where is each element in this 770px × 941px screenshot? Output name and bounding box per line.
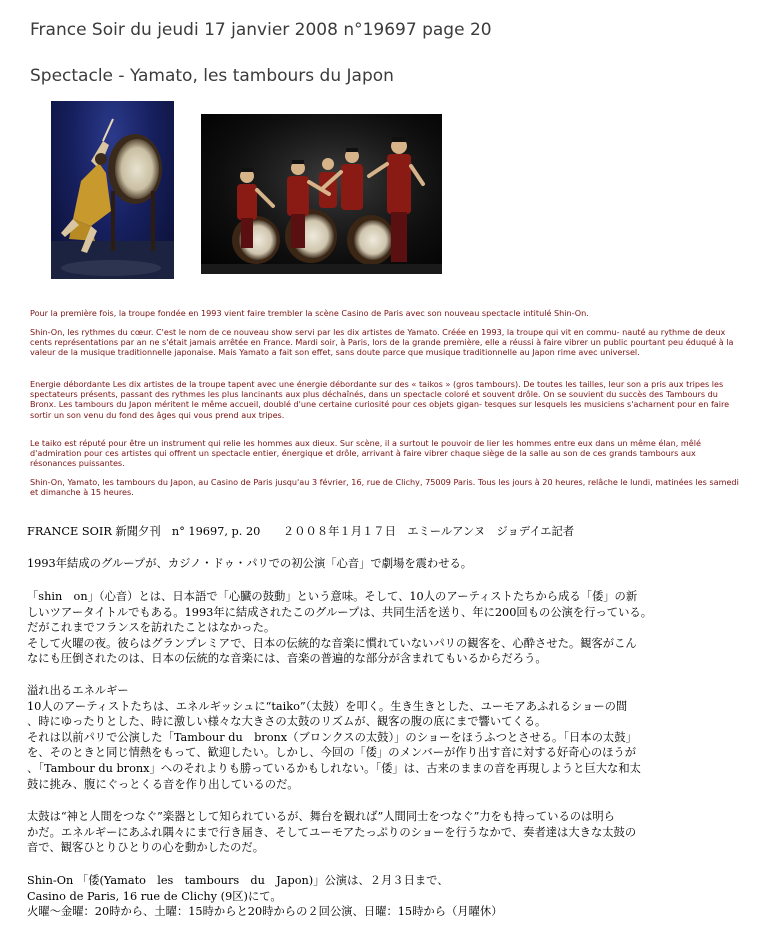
text-line: 音で、観客ひとりひとりの心を動かしたのだ。 xyxy=(27,841,265,855)
text-line: Le taiko est réputé pour être un instrument qui relie les hommes aux dieux. Sur scène, il a surtout le pouvoir de lier les hommes entre eux dans un xyxy=(30,438,628,448)
text-line: Les dix artistes de la troupe tapent avec une énergie débordante sur des « taikos » (gros tambours). De toutes les tailles, leur son a pris aux tripes xyxy=(112,379,710,389)
text-line: tesques sur lesquels les musiciens s'acharnent pour en faire sortir un son venu du fond des âges qui vous prend aux tripes. xyxy=(30,399,730,420)
text-line: それは以前パリで公演した「Tambour du bronx（ブロンクスの太鼓）」のショーをほうふつとさせる。「日本の太鼓」 xyxy=(27,730,637,744)
text-line: réussi à faire vibrer un public pourtant peu éduqué à la valeur de la musique traditionnelle japonaise. Mais Yamato a fait son effet, sans doute xyxy=(30,337,734,358)
text-line: 1993年結成のグループが、カジノ・ドゥ・パリでの初公演「心音」で劇場を震わせる。 xyxy=(27,557,473,570)
headline: Spectacle - Yamato, les tambours du Japon xyxy=(30,66,394,86)
text-line: 鼓に挑み、腹にぐっとくる音を作り出しているのだ。 xyxy=(27,777,299,791)
text-line: Casino de Paris, 16 rue de Clichy (9区)にて。 xyxy=(27,889,282,903)
text-line: Shin-On 「倭(Yamato les tambours du Japon)」公演は、２月３日まで、 xyxy=(27,874,449,887)
french-paragraph-shin-on xyxy=(30,327,742,358)
text-line: なにも圧倒されたのは、日本の伝統的な音楽には、音楽の普遍的な部分が含まれてもいるからだろう。 xyxy=(27,652,547,666)
text-line: 「shin on」（心音）とは、日本語で「心臓の鼓動」という意味。そして、10人のアーティストたちから成る「倭」の新 xyxy=(27,590,638,603)
text-line: 火曜～金曜：20時から、土曜：15時からと20時からの２回公演、日曜：15時から（月曜休） xyxy=(27,905,503,919)
text-line: 、「Tambour du bronx」へのそれよりも勝っているかもしれない。「倭」は、古来のままの音を再現しようと巨大な和太 xyxy=(27,761,641,775)
text-line: しいツアータイトルでもある。1993年に結成されたこのグループは、共同生活を送り、年に200回もの公演を行っている。 xyxy=(27,605,652,619)
drummer-single-photo xyxy=(51,101,174,279)
french-paragraph-energie xyxy=(30,379,742,420)
text-line: FRANCE SOIR 新聞夕刊 n° 19697, p. 20 ２００８年１月１７日 エミールアンヌ ジョデイエ記者 xyxy=(27,525,575,538)
text-line: 太鼓は“神と人間をつなぐ”楽器として知られているが、舞台を観れば”人間同士をつなぐ”力をも持っているのは明ら xyxy=(27,810,615,823)
text-line: Shin-On, les rythmes du cœur. C'est le nom de ce nouveau show servi par les dix artistes de Yamato. Créée en 1993, la troupe qui vit en commu- xyxy=(30,327,620,337)
text-line: Tous les jours à 20 heures, relâche le lundi, matinées les samedi et dimanche à 15 heures. xyxy=(30,477,739,498)
text-line: かだ。エネルギーにあふれ隅々にまで行き届き、そしてユーモアたっぷりのショーを行うなかで、奏者達は大きな太鼓の xyxy=(27,825,637,839)
text-line: salle au son de ces grands tambours aux résonances puissantes. xyxy=(30,448,696,469)
japanese-paragraph-taiko xyxy=(27,809,762,856)
text-line: 10人のアーティストたちは、エネルギッシュに“taiko”（太鼓）を叩く。生き生きとした、ユーモアあふれるショーの間 xyxy=(27,699,628,713)
japanese-paragraph-info xyxy=(27,873,762,920)
text-line: を、そのときと同じ情熱をもって、歓迎したい。しかし、今回の「倭」のメンバーが作り出す音に対する好奇心のほうが xyxy=(27,746,637,760)
japanese-paragraph-intro xyxy=(27,556,762,572)
section-heading: Energie débordante xyxy=(30,379,111,389)
text-line: Shin-On, Yamato, les tambours du Japon, au Casino de Paris jusqu'au 3 février, 16, rue de Clichy, 75009 Paris. xyxy=(30,477,476,487)
text-line: だがこれまでフランスを訪れたことはなかった。 xyxy=(27,621,276,635)
japanese-paragraph-shin-on xyxy=(27,589,762,667)
french-paragraph-info xyxy=(30,477,742,497)
french-paragraph-taiko xyxy=(30,438,742,469)
text-line: du succès des Tambours du Bronx. Les tambours du Japon méritent le même accueil, doublé d'une certaine curiosité pour ces objets gigan- xyxy=(30,389,718,410)
japanese-paragraph-energy xyxy=(27,683,762,792)
text-line: nauté au rythme de deux cents représentations par an ne s'était jamais arrêtée en France. Mardi soir, à Paris, lors de la grande première, elle a xyxy=(30,327,726,348)
french-paragraph-intro xyxy=(30,308,742,318)
drummers-group-photo xyxy=(201,114,442,274)
text-line: même élan, mêlé d'admiration pour ces artistes qui offrent un spectacle entier, énergique et drôle, arrivant à faire vibrer chaque siège de la xyxy=(30,438,701,459)
section-heading: 溢れ出るエネルギー xyxy=(27,684,129,697)
text-line: parce que musique traditionnelle au Japon rime avec universel. xyxy=(382,347,640,358)
text-line: 、時にゆったりとした、時に激しい様々な大きさの太鼓のリズムが、観客の腹の底にまで響いてくる。 xyxy=(27,715,547,729)
japanese-header xyxy=(27,524,762,540)
text-line: Pour la première fois, la troupe fondée en 1993 vient faire trembler la scène Casino de Paris avec son nouveau spectacle intitulé Shin-On. xyxy=(30,308,589,318)
text-line: les spectateurs présents, passant des rythmes les plus lancinants aux plus déchaînés, dans un spectacle coloré et souvent drôle. On se souvient xyxy=(30,379,724,400)
source-line: France Soir du jeudi 17 janvier 2008 n°19697 page 20 xyxy=(30,20,492,40)
text-line: そして火曜の夜。彼らはグランプレミアで、日本の伝統的な音楽に慣れていないパリの観客を、心酔させた。観客がこん xyxy=(27,636,637,650)
